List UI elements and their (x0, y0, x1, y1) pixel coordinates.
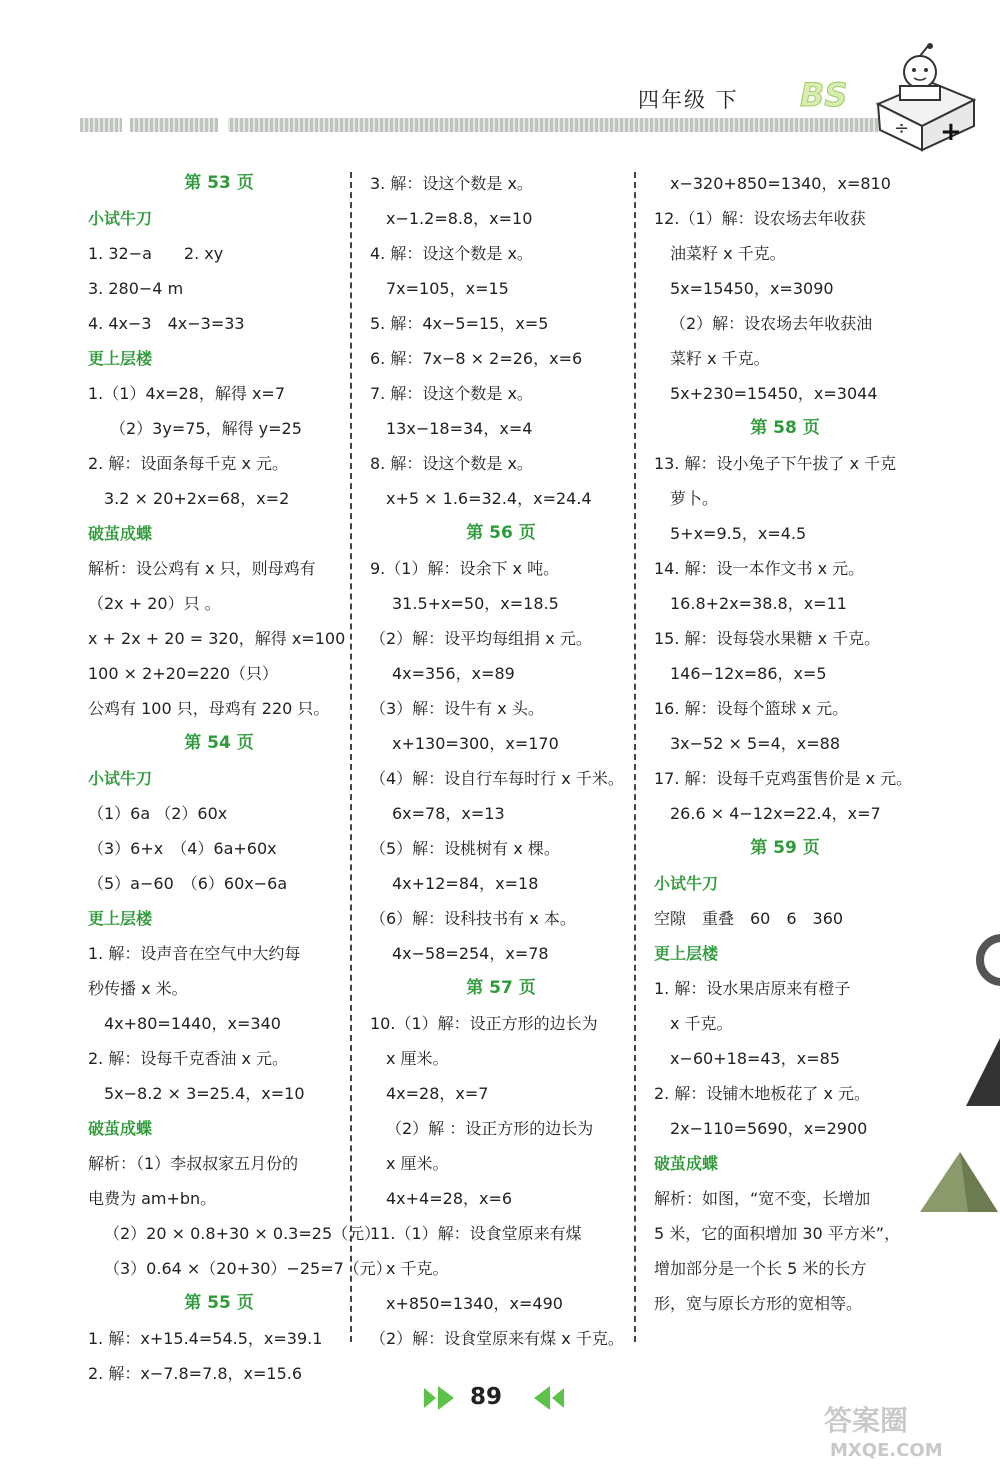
answer-line: （1）6a （2）60x (88, 804, 228, 823)
answer-line: 电费为 am+bn。 (88, 1189, 217, 1208)
answer-line: （4）解：设自行车每时行 x 千米。 (370, 769, 624, 788)
answer-line: 5x−8.2 × 3=25.4，x=10 (104, 1084, 305, 1103)
answer-line: 17. 解：设每千克鸡蛋售价是 x 元。 (654, 769, 913, 788)
answer-line: 13. 解：设小兔子下午拔了 x 千克 (654, 454, 897, 473)
answer-line: 3x−52 × 5=4，x=88 (670, 734, 840, 753)
answer-line: （2）20 × 0.8+30 × 0.3=25（元） (104, 1224, 381, 1243)
page-heading: 第 58 页 (750, 418, 820, 438)
answer-line: 油菜籽 x 千克。 (670, 244, 786, 263)
answer-line: 5. 解：4x−5=15，x=5 (370, 314, 549, 333)
decorative-pyramid-icon (918, 1150, 1000, 1214)
answer-column-3 (654, 166, 916, 1321)
answer-line: 4. 4x−3 4x−3=33 (88, 314, 245, 333)
answer-line: 菜籽 x 千克。 (670, 349, 770, 368)
answer-line: 1. 解：x+15.4=54.5，x=39.1 (88, 1329, 323, 1348)
answer-line: 解析：如图，“宽不变，长增加 (654, 1189, 871, 1208)
answer-line: 16.8+2x=38.8，x=11 (670, 594, 847, 613)
section-heading: 小试牛刀 (654, 874, 719, 893)
answer-line: 4x=28，x=7 (386, 1084, 489, 1103)
answer-line: 12.（1）解：设农场去年收获 (654, 209, 866, 228)
answer-line: x+5 × 1.6=32.4，x=24.4 (386, 489, 592, 508)
answer-line: （3）0.64 ×（20+30）−25=7（元） (104, 1259, 392, 1278)
answer-line: 8. 解：设这个数是 x。 (370, 454, 533, 473)
answer-line: 7x=105，x=15 (386, 279, 509, 298)
section-heading: 更上层楼 (88, 909, 153, 928)
answer-line: 4x−58=254，x=78 (392, 944, 549, 963)
answer-line: 1. 32−a 2. xy (88, 244, 224, 263)
answer-line: x 厘米。 (386, 1154, 449, 1173)
section-heading: 更上层楼 (654, 944, 719, 963)
svg-text:÷: ÷ (894, 118, 910, 139)
answer-line: x−60+18=43，x=85 (670, 1049, 841, 1068)
answer-line: 2. 解：设面条每千克 x 元。 (88, 454, 288, 473)
watermark-site: MXQE.COM (830, 1440, 943, 1460)
answer-column-2 (370, 166, 632, 1356)
answer-line: 1.（1）4x=28，解得 x=7 (88, 384, 286, 403)
answer-line: （3）6+x （4）6a+60x (88, 839, 277, 858)
answer-line: 16. 解：设每个篮球 x 元。 (654, 699, 849, 718)
answer-line: 31.5+x=50，x=18.5 (392, 594, 559, 613)
decorative-circle-icon (968, 930, 1000, 990)
answer-line: 3.2 × 20+2x=68，x=2 (104, 489, 290, 508)
answer-line: 11.（1）解：设食堂原来有煤 (370, 1224, 582, 1243)
answer-line: 9.（1）解：设余下 x 吨。 (370, 559, 560, 578)
answer-line: 26.6 × 4−12x=22.4，x=7 (670, 804, 881, 823)
page-heading: 第 59 页 (750, 838, 820, 858)
page-heading: 第 57 页 (466, 978, 536, 998)
section-heading: 小试牛刀 (88, 209, 153, 228)
mascot-reading-icon (870, 42, 980, 152)
answer-line: 萝卜。 (670, 489, 719, 508)
answer-line: 146−12x=86，x=5 (670, 664, 827, 683)
answer-line: （5）解：设桃树有 x 棵。 (370, 839, 560, 858)
answer-line: （5）a−60 （6）60x−6a (88, 874, 288, 893)
answer-line: 2. 解：设每千克香油 x 元。 (88, 1049, 288, 1068)
watermark-text: 答案圈 (824, 1404, 909, 1437)
answer-line: 6. 解：7x−8 × 2=26，x=6 (370, 349, 583, 368)
answer-line: （2）解：设平均每组捐 x 元。 (370, 629, 592, 648)
watermark-logo (820, 1400, 1000, 1460)
answer-line: 15. 解：设每袋水果糖 x 千克。 (654, 629, 881, 648)
answer-line: 4x+4=28，x=6 (386, 1189, 513, 1208)
answer-line: （6）解：设科技书有 x 本。 (370, 909, 576, 928)
answer-line: x+130=300，x=170 (392, 734, 559, 753)
answer-line: 5 米，它的面积增加 30 平方米”， (654, 1224, 901, 1243)
answer-line: 14. 解：设一本作文书 x 元。 (654, 559, 865, 578)
section-heading: 破茧成蝶 (88, 524, 153, 543)
answer-line: 解析：设公鸡有 x 只，则母鸡有 (88, 559, 316, 578)
column-divider (350, 172, 352, 1342)
column-divider (634, 172, 636, 1342)
page-heading: 第 53 页 (184, 173, 254, 193)
answer-line: x + 2x + 20 = 320，解得 x=100 (88, 629, 346, 648)
answer-line: 4x=356，x=89 (392, 664, 515, 683)
section-heading: 更上层楼 (88, 349, 153, 368)
page-heading: 第 56 页 (466, 523, 536, 543)
answer-line: 10.（1）解：设正方形的边长为 (370, 1014, 598, 1033)
answer-line: x 厘米。 (386, 1049, 449, 1068)
answer-line: x 千克。 (670, 1014, 733, 1033)
answer-line: （2x + 20）只 。 (88, 594, 221, 613)
answer-line: （2）3y=75，解得 y=25 (110, 419, 302, 438)
answer-line: x+850=1340，x=490 (386, 1294, 563, 1313)
answer-line: 5x=15450，x=3090 (670, 279, 834, 298)
answer-line: 4x+80=1440，x=340 (104, 1014, 281, 1033)
publisher-logo: BS (800, 76, 848, 114)
answer-line: 公鸡有 100 只，母鸡有 220 只。 (88, 699, 330, 718)
page-number: 89 (470, 1384, 503, 1410)
page-heading: 第 55 页 (184, 1293, 254, 1313)
answer-column-1 (88, 166, 392, 1391)
grade-label: 四年级 下 (638, 88, 739, 112)
decorative-triangle-icon (962, 1030, 1000, 1110)
answer-line: 2. 解：设铺木地板花了 x 元。 (654, 1084, 870, 1103)
answer-line: 1. 解：设声音在空气中大约每 (88, 944, 301, 963)
section-heading: 破茧成蝶 (654, 1154, 719, 1173)
answer-line: 5+x=9.5，x=4.5 (670, 524, 807, 543)
answer-line: x−320+850=1340，x=810 (670, 174, 891, 193)
svg-text:+: + (940, 117, 962, 147)
answer-line: 形，宽与原长方形的宽相等。 (654, 1294, 863, 1313)
answer-line: 1. 解：设水果店原来有橙子 (654, 979, 851, 998)
answer-line: 增加部分是一个长 5 米的长方 (654, 1259, 867, 1278)
answer-line: 2x−110=5690，x=2900 (670, 1119, 868, 1138)
section-heading: 破茧成蝶 (88, 1119, 153, 1138)
answer-line: 5x+230=15450，x=3044 (670, 384, 878, 403)
answer-line: 13x−18=34，x=4 (386, 419, 533, 438)
answer-line: 解析：（1）李叔叔家五月份的 (88, 1154, 299, 1173)
answer-line: 秒传播 x 米。 (88, 979, 188, 998)
answer-line: 7. 解：设这个数是 x。 (370, 384, 533, 403)
answer-line: （2）解：设农场去年收获油 (670, 314, 873, 333)
answer-line: （3）解：设牛有 x 头。 (370, 699, 544, 718)
answer-line: 空隙 重叠 60 6 360 (654, 909, 844, 928)
answer-line: 2. 解：x−7.8=7.8，x=15.6 (88, 1364, 303, 1383)
answer-line: （2）解 ：设正方形的边长为 (386, 1119, 594, 1138)
answer-line: x 千克。 (386, 1259, 449, 1278)
answer-line: 3. 解：设这个数是 x。 (370, 174, 533, 193)
answer-line: 6x=78，x=13 (392, 804, 505, 823)
answer-line: （2）解：设食堂原来有煤 x 千克。 (370, 1329, 624, 1348)
answer-line: 100 × 2+20=220（只） (88, 664, 279, 683)
arrow-right-icon (420, 1384, 460, 1412)
answer-line: x−1.2=8.8，x=10 (386, 209, 533, 228)
page-heading: 第 54 页 (184, 733, 254, 753)
answer-line: 3. 280−4 m (88, 279, 184, 298)
section-heading: 小试牛刀 (88, 769, 153, 788)
arrow-left-icon (528, 1384, 568, 1412)
header-strip (80, 118, 880, 132)
answer-line: 4. 解：设这个数是 x。 (370, 244, 533, 263)
answer-line: 4x+12=84，x=18 (392, 874, 539, 893)
